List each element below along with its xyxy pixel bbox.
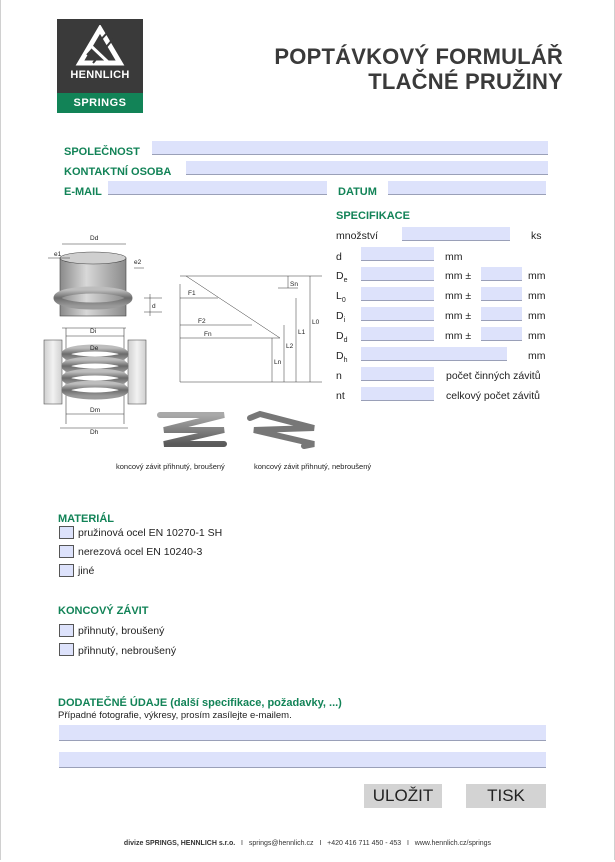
spec-unit: mm bbox=[445, 251, 463, 263]
footer-email[interactable]: springs@hennlich.cz bbox=[248, 840, 314, 847]
contact-person-input[interactable] bbox=[186, 161, 548, 175]
active-coils-input[interactable] bbox=[361, 367, 434, 381]
label-di: Di bbox=[90, 328, 97, 335]
print-button[interactable]: TISK bbox=[466, 784, 546, 808]
ground-end-spring-icon bbox=[154, 408, 234, 450]
spec-symbol-n: n bbox=[336, 370, 342, 382]
spec-symbol-l0: $L_0$ bbox=[336, 290, 346, 305]
logo-division: SPRINGS bbox=[57, 93, 143, 113]
label-l2: L2 bbox=[286, 343, 294, 350]
inner-diameter-tolerance-input[interactable] bbox=[481, 307, 522, 321]
footer-company: divize SPRINGS, HENNLICH s.r.o. bbox=[123, 840, 236, 847]
label-de: De bbox=[90, 345, 99, 352]
hole-diameter-input[interactable] bbox=[361, 347, 507, 361]
label-d: d bbox=[152, 303, 156, 310]
date-input[interactable] bbox=[388, 181, 546, 195]
free-length-input[interactable] bbox=[361, 287, 434, 301]
spec-unit: mm ± bbox=[445, 330, 472, 342]
additional-hint: Případné fotografie, výkresy, prosím zasílejte e-mailem. bbox=[58, 710, 292, 721]
label-sn: Sn bbox=[290, 281, 298, 288]
spec-heading: SPECIFIKACE bbox=[336, 210, 410, 222]
company-input[interactable] bbox=[152, 141, 548, 155]
spec-unit-2: mm bbox=[528, 350, 546, 362]
logo-mark-icon bbox=[71, 25, 129, 69]
label-e1: e1 bbox=[54, 251, 62, 258]
material-heading: MATERIÁL bbox=[58, 513, 115, 525]
label-e2: e2 bbox=[134, 259, 142, 266]
spec-unit: mm ± bbox=[445, 290, 472, 302]
spec-unit: mm ± bbox=[445, 310, 472, 322]
spec-symbol-di: $D_i$ bbox=[336, 310, 346, 325]
label-l0: L0 bbox=[312, 319, 320, 326]
free-length-tolerance-input[interactable] bbox=[481, 287, 522, 301]
spec-symbol-dh: $D_h$ bbox=[336, 350, 348, 365]
inner-diameter-input[interactable] bbox=[361, 307, 434, 321]
material-other-label: jiné bbox=[78, 565, 95, 577]
company-label: SPOLEČNOST bbox=[64, 146, 140, 158]
email-input[interactable] bbox=[108, 181, 327, 195]
mandrel-diameter-input[interactable] bbox=[361, 327, 434, 341]
total-coils-input[interactable] bbox=[361, 387, 434, 401]
page-title bbox=[274, 44, 563, 94]
material-stainless-checkbox[interactable] bbox=[59, 545, 74, 558]
quantity-label: množství bbox=[336, 230, 379, 242]
end-unground-checkbox[interactable] bbox=[59, 643, 74, 656]
spec-unit-2: mm bbox=[528, 330, 546, 342]
material-other-checkbox[interactable] bbox=[59, 564, 74, 577]
label-dh: Dh bbox=[90, 429, 99, 436]
end-unground-label: přihnutý, nebroušený bbox=[78, 645, 177, 657]
spec-unit: počet činných závitů bbox=[446, 370, 541, 382]
date-label: DATUM bbox=[338, 186, 377, 198]
caption-ground-end: koncový závit přihnutý, broušený bbox=[116, 462, 225, 471]
spec-unit: celkový počet závitů bbox=[446, 390, 540, 402]
title-line-2: TLAČNÉ PRUŽINY bbox=[368, 69, 563, 94]
footer: divize SPRINGS, HENNLICH s.r.o. I springs@hennlich.cz I +420 416 711 450 - 453 I www.hennlich.cz/springs bbox=[123, 840, 492, 847]
save-button[interactable]: ULOŽIT bbox=[364, 784, 442, 808]
spec-symbol-d: d bbox=[336, 251, 342, 263]
outer-diameter-input[interactable] bbox=[361, 267, 434, 281]
end-ground-checkbox[interactable] bbox=[59, 624, 74, 637]
material-stainless-label: nerezová ocel EN 10240-3 bbox=[78, 546, 203, 558]
wire-diameter-input[interactable] bbox=[361, 247, 434, 261]
footer-phone: +420 416 711 450 - 453 bbox=[327, 840, 402, 847]
end-ground-label: přihnutý, broušený bbox=[78, 625, 165, 637]
end-coil-heading: KONCOVÝ ZÁVIT bbox=[58, 605, 149, 617]
spec-symbol-de: $D_e$ bbox=[336, 270, 348, 285]
spec-symbol-dd: $D_d$ bbox=[336, 330, 348, 345]
unground-end-spring-icon bbox=[244, 408, 324, 450]
label-f2: F2 bbox=[198, 318, 206, 325]
spec-unit-2: mm bbox=[528, 310, 546, 322]
spec-unit-2: mm bbox=[528, 290, 546, 302]
outer-diameter-tolerance-input[interactable] bbox=[481, 267, 522, 281]
material-spring-steel-checkbox[interactable] bbox=[59, 526, 74, 539]
logo-brand: HENNLICH bbox=[70, 69, 130, 81]
hennlich-logo bbox=[57, 19, 143, 113]
footer-web[interactable]: www.hennlich.cz/springs bbox=[414, 840, 492, 847]
spec-unit: mm ± bbox=[445, 270, 472, 282]
mandrel-diameter-tolerance-input[interactable] bbox=[481, 327, 522, 341]
label-l1: L1 bbox=[298, 329, 306, 336]
contact-person-label: KONTAKTNÍ OSOBA bbox=[64, 166, 172, 178]
additional-input-line-2[interactable] bbox=[59, 752, 546, 768]
footer-separator: I bbox=[241, 840, 243, 847]
caption-unground-end: koncový závit přihnutý, nebroušený bbox=[254, 462, 372, 471]
label-ln: Ln bbox=[274, 359, 282, 366]
quantity-input[interactable] bbox=[402, 227, 510, 241]
email-label: E-MAIL bbox=[64, 186, 102, 198]
additional-input-line-1[interactable] bbox=[59, 725, 546, 741]
quantity-unit: ks bbox=[531, 230, 542, 242]
coil-stack-shape bbox=[65, 348, 125, 396]
label-dd: Dd bbox=[90, 235, 99, 242]
title-line-1: POPTÁVKOVÝ FORMULÁŘ bbox=[274, 44, 563, 69]
label-dm: Dm bbox=[90, 407, 101, 414]
spec-unit-2: mm bbox=[528, 270, 546, 282]
material-spring-steel-label: pružinová ocel EN 10270-1 SH bbox=[78, 527, 223, 539]
additional-heading: DODATEČNÉ ÚDAJE (další specifikace, požadavky, ...) bbox=[58, 697, 342, 709]
label-fn: Fn bbox=[204, 331, 212, 338]
spec-symbol-nt: nt bbox=[336, 390, 345, 402]
label-f1: F1 bbox=[188, 290, 196, 297]
